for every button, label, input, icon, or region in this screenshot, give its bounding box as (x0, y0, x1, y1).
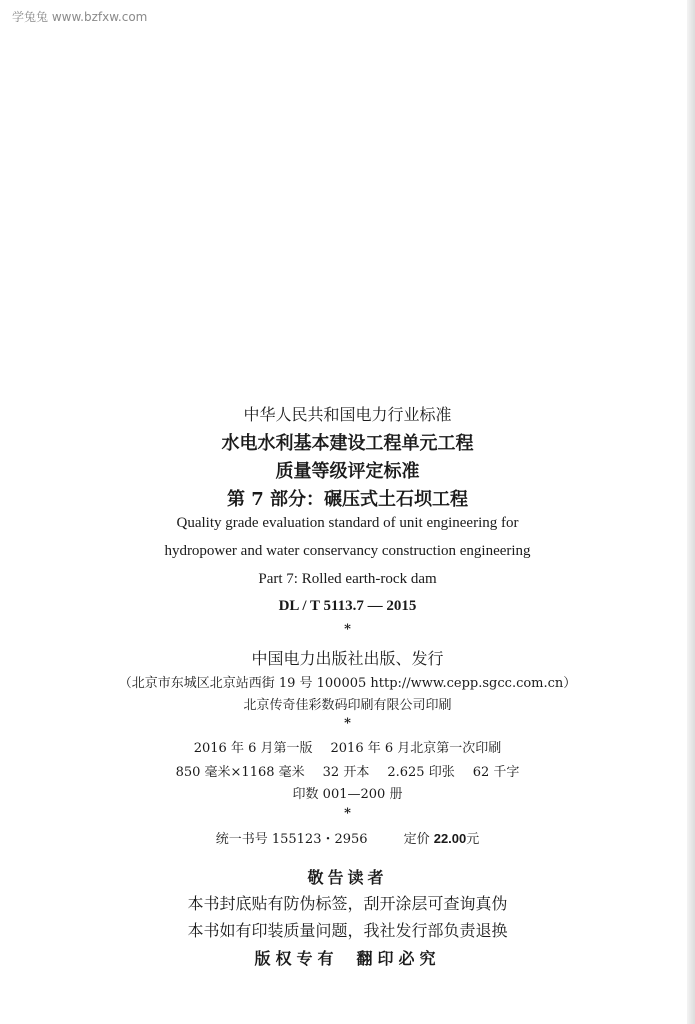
separator-star-2: * (344, 716, 351, 731)
title-line-3: 第 7 部分：碾压式土石坝工程 (226, 489, 469, 510)
separator-star-3: * (344, 806, 351, 821)
publisher: 中国电力出版社出版、发行 (251, 649, 444, 668)
copyright-reserved: 版权专有 (254, 949, 339, 968)
english-title-line-1: Quality grade evaluation standard of unit engineering for (176, 515, 519, 531)
format-info (0, 761, 695, 780)
price-label: 定价 (403, 832, 430, 847)
word-count: 62 千字 (472, 765, 520, 780)
title-line-1: 水电水利基本建设工程单元工程 (221, 433, 474, 454)
separator-star-1: * (344, 622, 351, 637)
watermark-text: 学兔兔 www.bzfxw.com (12, 10, 148, 24)
printed-sheets: 2.625 印张 (387, 765, 455, 780)
unified-book-number: 统一书号 155123・2956 (215, 832, 368, 847)
folio: 32 开本 (322, 765, 370, 780)
isbn-price-line (0, 828, 695, 847)
standard-issuer: 中华人民共和国电力行业标准 (243, 405, 452, 424)
english-title-line-2: hydropower and water conservancy construction engineering (164, 543, 531, 559)
paper-size: 850 毫米×1168 毫米 (175, 765, 305, 780)
first-printing: 2016 年 6 月北京第一次印刷 (330, 741, 502, 756)
print-run: 印数 001—200 册 (292, 787, 403, 802)
standard-code: DL / T 5113.7 — 2015 (278, 598, 417, 614)
price-unit: 元 (466, 832, 480, 847)
english-title-line-3: Part 7: Rolled earth-rock dam (258, 571, 437, 587)
notice-anti-counterfeit: 本书封底贴有防伪标签，刮开涂层可查询真伪 (187, 894, 508, 913)
edition-info (0, 737, 695, 756)
price-amount: 22.00 (433, 831, 467, 846)
title-line-2: 质量等级评定标准 (275, 461, 420, 482)
notice-returns: 本书如有印装质量问题，我社发行部负责退换 (187, 921, 508, 940)
publisher-address: （北京市东城区北京站西街 19 号 100005 http://www.cepp.sgcc.com.cn） (118, 676, 577, 691)
copyright-notice (0, 946, 695, 969)
printer: 北京传奇佳彩数码印刷有限公司印刷 (243, 698, 452, 713)
copyright-no-reprint: 翻印必究 (356, 949, 441, 968)
first-edition: 2016 年 6 月第一版 (193, 741, 313, 756)
notice-title: 敬告读者 (307, 868, 388, 887)
